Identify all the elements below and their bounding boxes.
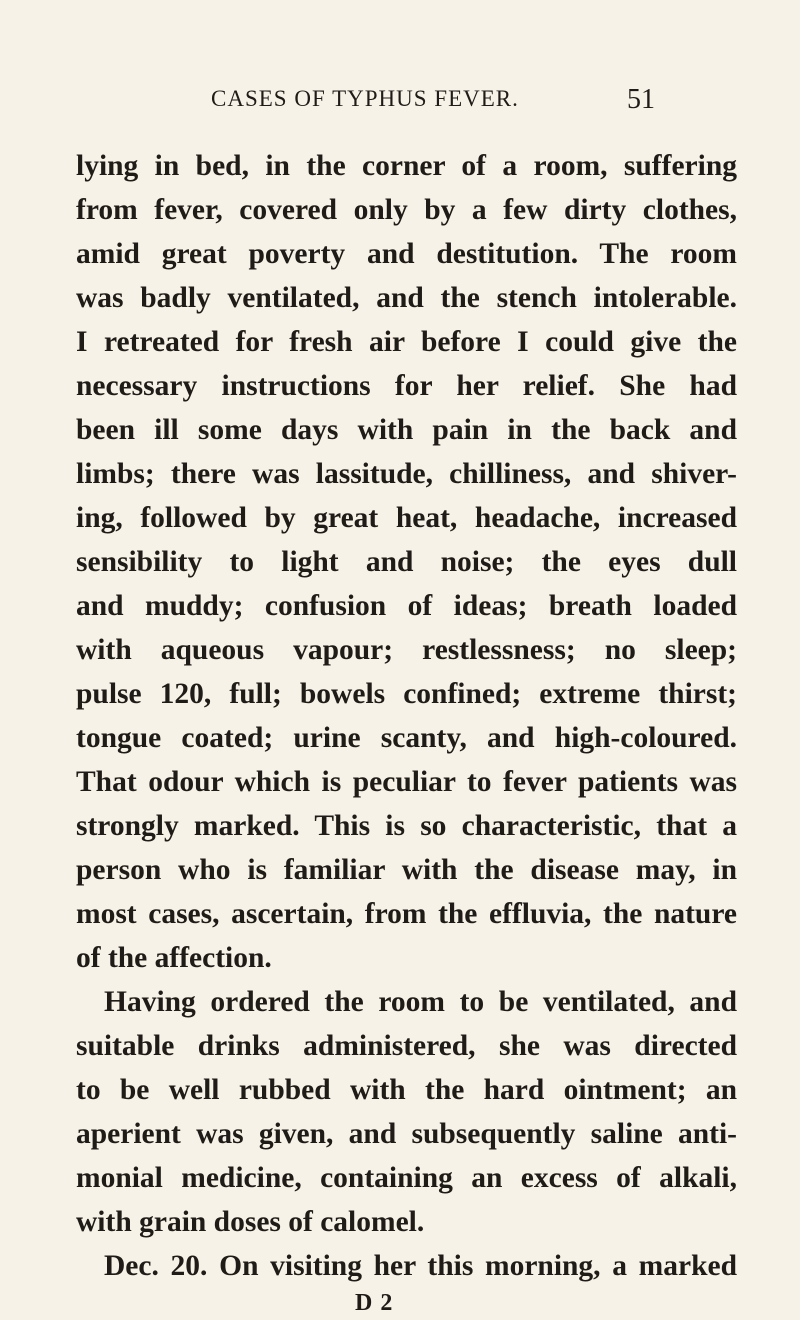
text-line-18: most cases, ascertain, from the effluvia, the nature <box>76 898 737 930</box>
signature-mark: D 2 <box>355 1290 394 1316</box>
text-line-2: from fever, covered only by a few dirty clothes, <box>76 194 737 226</box>
text-line-25: with grain doses of calomel. <box>76 1206 425 1238</box>
text-line-13: pulse 120, full; bowels confined; extreme thirst; <box>76 678 737 710</box>
text-line-24: monial medicine, containing an excess of alkali, <box>76 1162 737 1194</box>
text-line-7: been ill some days with pain in the back and <box>76 414 737 446</box>
text-line-20: Having ordered the room to be ventilated, and <box>104 986 737 1018</box>
text-line-11: and muddy; confusion of ideas; breath loaded <box>76 590 737 622</box>
text-line-12: with aqueous vapour; restlessness; no sleep; <box>76 634 737 666</box>
page-number: 51 <box>627 84 655 115</box>
text-line-26: Dec. 20. On visiting her this morning, a marked <box>104 1250 737 1282</box>
text-line-14: tongue coated; urine scanty, and high-coloured. <box>76 722 737 754</box>
text-line-23: aperient was given, and subsequently saline anti- <box>76 1118 737 1150</box>
text-line-17: person who is familiar with the disease may, in <box>76 854 737 886</box>
text-line-21: suitable drinks administered, she was directed <box>76 1030 737 1062</box>
text-line-10: sensibility to light and noise; the eyes dull <box>76 546 737 578</box>
text-line-15: That odour which is peculiar to fever patients was <box>76 766 737 798</box>
text-line-4: was badly ventilated, and the stench intolerable. <box>76 282 737 314</box>
running-head: CASES OF TYPHUS FEVER. <box>211 86 519 111</box>
text-line-6: necessary instructions for her relief. She had <box>76 370 737 402</box>
text-line-19: of the affection. <box>76 942 272 974</box>
text-line-9: ing, followed by great heat, headache, increased <box>76 502 737 534</box>
text-line-16: strongly marked. This is so characteristic, that a <box>76 810 737 842</box>
text-line-5: I retreated for fresh air before I could give the <box>76 326 737 358</box>
text-line-1: lying in bed, in the corner of a room, suffering <box>76 150 737 182</box>
text-line-22: to be well rubbed with the hard ointment; an <box>76 1074 737 1106</box>
text-line-8: limbs; there was lassitude, chilliness, and shiver- <box>76 458 737 490</box>
text-line-3: amid great poverty and destitution. The room <box>76 238 737 270</box>
